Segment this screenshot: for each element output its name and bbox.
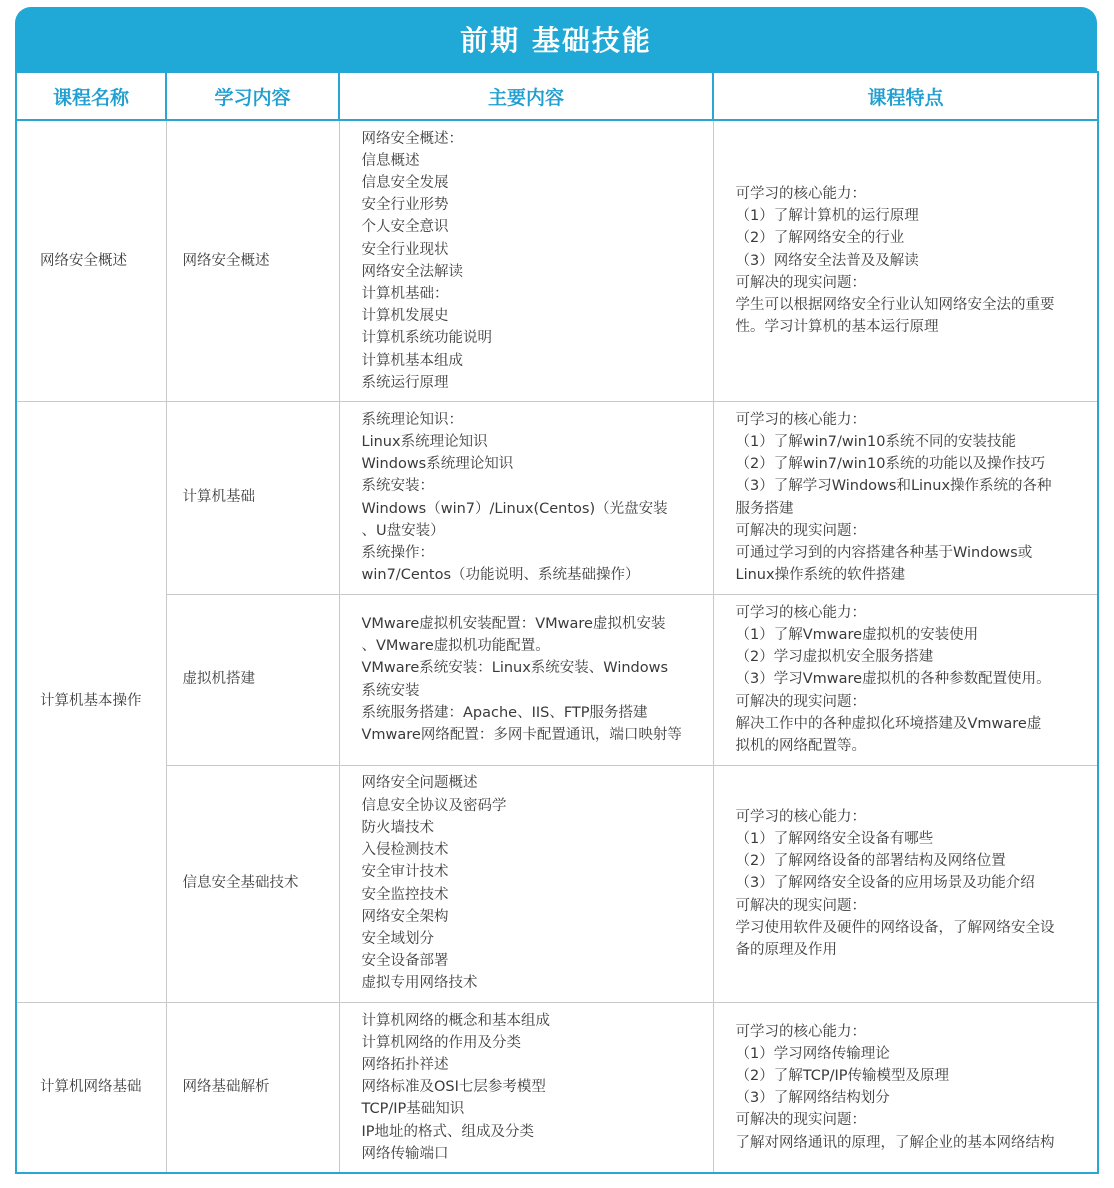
table-row	[16, 1002, 1098, 1173]
cell-text-line: 计算机网络的概念和基本组成	[361, 1012, 550, 1029]
cell-text-line: （1）了解Vmware虚拟机的安装使用	[735, 626, 979, 643]
course-table	[15, 71, 1099, 1174]
course-name-cell: 计算机网络基础	[16, 1002, 166, 1173]
cell-text-line: 系统安装：	[361, 478, 434, 495]
course-name-cell: 网络安全概述	[16, 120, 166, 401]
cell-text-line: 可学习的核心能力：	[735, 808, 866, 825]
cell-text-line: （1）了解网络安全设备有哪些	[735, 830, 934, 847]
main-content-cell	[339, 765, 713, 1002]
features-cell	[713, 120, 1098, 401]
cell-text-line: 个人安全意识	[361, 219, 449, 236]
features-cell	[713, 401, 1098, 594]
cell-text-line: 网络标准及OSI七层参考模型	[361, 1079, 546, 1096]
cell-text-line: （3）网络安全法普及及解读	[735, 252, 919, 269]
cell-text-line: 安全审计技术	[361, 864, 449, 881]
cell-text-line: 服务搭建	[735, 500, 794, 517]
cell-text-line: 计算机网络的作用及分类	[361, 1034, 521, 1051]
cell-text-line: win7/Centos（功能说明、系统基础操作）	[361, 567, 640, 584]
cell-text-line: 可学习的核心能力：	[735, 186, 866, 203]
cell-text-line: Windows（win7）/Linux(Centos)（光盘安装	[361, 500, 668, 517]
cell-text-line: 安全行业形势	[361, 197, 449, 214]
cell-text-line: Windows系统理论知识	[361, 456, 514, 473]
cell-text-line: 虚拟专用网络技术	[361, 975, 478, 992]
cell-text-line: IP地址的格式、组成及分类	[361, 1123, 535, 1140]
cell-text-line: 信息安全发展	[361, 174, 449, 191]
cell-text-line: （2）了解TCP/IP传输模型及原理	[735, 1068, 950, 1085]
course-name-cell: 计算机基本操作	[16, 401, 166, 1002]
cell-text-line: 可解决的现实问题：	[735, 1112, 866, 1129]
cell-text-line: （2）了解网络设备的部署结构及网络位置	[735, 853, 1006, 870]
cell-text-line: （1）了解计算机的运行原理	[735, 208, 919, 225]
features-cell	[713, 765, 1098, 1002]
main-content-cell	[339, 1002, 713, 1173]
table-row	[16, 401, 1098, 594]
cell-text-line: （3）学习Vmware虚拟机的各种参数配置使用。	[735, 671, 1051, 688]
cell-text-line: 系统安装	[361, 682, 420, 699]
header-course-features: 课程特点	[713, 72, 1098, 120]
header-row	[16, 72, 1098, 120]
cell-text-line: 可解决的现实问题：	[735, 274, 866, 291]
cell-text-line: 系统运行原理	[361, 374, 449, 391]
cell-text-line: （1）学习网络传输理论	[735, 1045, 890, 1062]
table-row	[16, 594, 1098, 765]
cell-text-line: 计算机基本组成	[361, 352, 463, 369]
cell-text-line: VMware系统安装：Linux系统安装、Windows	[361, 660, 669, 677]
cell-text-line: （1）了解win7/win10系统不同的安装技能	[735, 433, 1016, 450]
main-content-cell	[339, 401, 713, 594]
cell-text-line: 可解决的现实问题：	[735, 897, 866, 914]
topic-cell: 网络安全概述	[166, 120, 339, 401]
cell-text-line: 安全行业现状	[361, 241, 449, 258]
cell-text-line: 网络安全概述：	[361, 130, 463, 147]
cell-text-line: （2）了解win7/win10系统的功能以及操作技巧	[735, 456, 1045, 473]
cell-text-line: 可学习的核心能力：	[735, 411, 866, 428]
cell-text-line: 性。学习计算机的基本运行原理	[735, 319, 939, 336]
cell-text-line: 计算机发展史	[361, 308, 449, 325]
cell-text-line: 安全设备部署	[361, 953, 449, 970]
cell-text-line: VMware虚拟机安装配置：VMware虚拟机安装	[361, 615, 666, 632]
header-learning-content: 学习内容	[166, 72, 339, 120]
cell-text-line: 安全域划分	[361, 930, 434, 947]
cell-text-line: 入侵检测技术	[361, 842, 449, 859]
cell-text-line: 系统服务搭建：Apache、IIS、FTP服务搭建	[361, 704, 648, 721]
cell-text-line: 可通过学习到的内容搭建各种基于Windows或	[735, 544, 1033, 561]
cell-text-line: Linux系统理论知识	[361, 433, 488, 450]
cell-text-line: 备的原理及作用	[735, 942, 837, 958]
topic-cell: 虚拟机搭建	[166, 594, 339, 765]
cell-text-line: 计算机系统功能说明	[361, 330, 492, 347]
cell-text-line: 可解决的现实问题：	[735, 693, 866, 710]
cell-text-line: 可学习的核心能力：	[735, 1023, 866, 1040]
cell-text-line: 系统理论知识：	[361, 411, 463, 428]
cell-text-line: 学生可以根据网络安全行业认知网络安全法的重要	[735, 297, 1055, 314]
cell-text-line: 网络拓扑祥述	[361, 1056, 449, 1073]
topic-cell: 计算机基础	[166, 401, 339, 594]
cell-text-line: （3）了解网络安全设备的应用场景及功能介绍	[735, 875, 1035, 892]
cell-text-line: 网络安全法解读	[361, 263, 463, 280]
table-title: 前期 基础技能	[15, 7, 1097, 71]
cell-text-line: （3）了解学习Windows和Linux操作系统的各种	[735, 478, 1052, 495]
cell-text-line: （2）学习虚拟机安全服务搭建	[735, 649, 934, 666]
cell-text-line: 信息安全协议及密码学	[361, 797, 507, 814]
cell-text-line: 计算机基础：	[361, 285, 449, 302]
cell-text-line: 、U盘安装）	[361, 522, 445, 539]
cell-text-line: （2）了解网络安全的行业	[735, 230, 905, 247]
course-table-container	[15, 7, 1097, 1174]
cell-text-line: 防火墙技术	[361, 819, 434, 836]
cell-text-line: Linux操作系统的软件搭建	[735, 567, 906, 584]
cell-text-line: 信息概述	[361, 152, 420, 169]
topic-cell: 信息安全基础技术	[166, 765, 339, 1002]
cell-text-line: 、VMware虚拟机功能配置。	[361, 638, 550, 655]
features-cell	[713, 1002, 1098, 1173]
cell-text-line: 学习使用软件及硬件的网络设备，了解网络安全设	[735, 919, 1055, 936]
main-content-cell	[339, 594, 713, 765]
cell-text-line: 拟机的网络配置等。	[735, 738, 866, 754]
header-course-name: 课程名称	[16, 72, 166, 120]
table-row	[16, 120, 1098, 401]
cell-text-line: 解决工作中的各种虚拟化环境搭建及Vmware虚	[735, 715, 1042, 732]
main-content-cell	[339, 120, 713, 401]
cell-text-line: 系统操作：	[361, 544, 434, 561]
cell-text-line: 可学习的核心能力：	[735, 604, 866, 621]
cell-text-line: Vmware网络配置：多网卡配置通讯，端口映射等	[361, 726, 682, 743]
cell-text-line: 安全监控技术	[361, 886, 449, 903]
header-main-content: 主要内容	[339, 72, 713, 120]
features-cell	[713, 594, 1098, 765]
cell-text-line: TCP/IP基础知识	[361, 1101, 465, 1118]
cell-text-line: 网络安全问题概述	[361, 775, 478, 792]
cell-text-line: 了解对网络通讯的原理，了解企业的基本网络结构	[735, 1134, 1055, 1151]
topic-cell: 网络基础解析	[166, 1002, 339, 1173]
cell-text-line: 网络安全架构	[361, 908, 449, 925]
cell-text-line: 可解决的现实问题：	[735, 522, 866, 539]
cell-text-line: （3）了解网络结构划分	[735, 1090, 890, 1107]
table-row	[16, 765, 1098, 1002]
cell-text-line: 网络传输端口	[361, 1145, 449, 1162]
